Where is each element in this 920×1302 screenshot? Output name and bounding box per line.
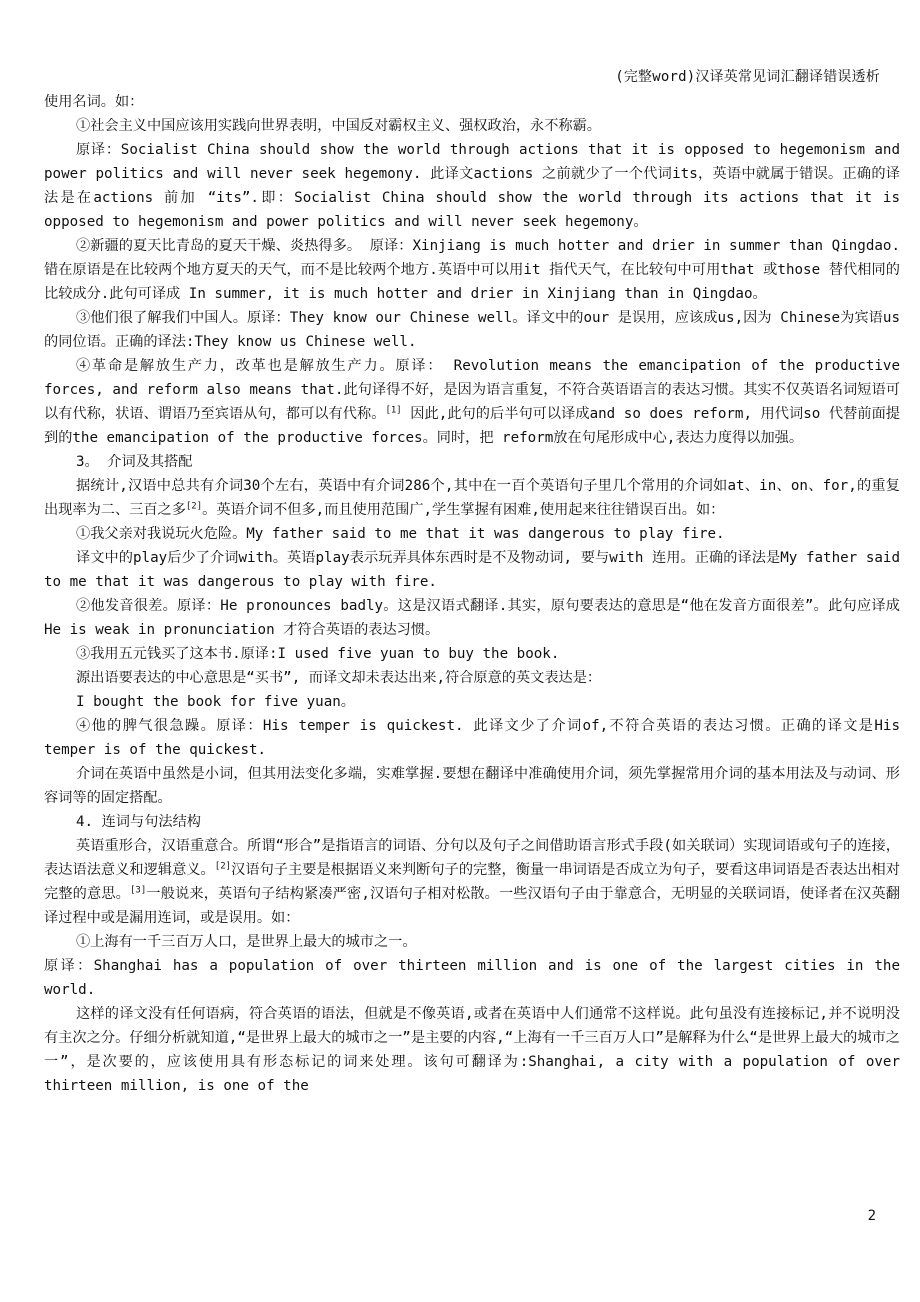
paragraph — [44, 450, 900, 474]
paragraph — [44, 834, 900, 930]
paragraph-text: 因此,此句的后半句可以译成and so does reform, 用代词so 代替前面提到的the emancipation of the productive forces。同时，把 reform放在句尾形成中心,表达力度得以加强。 — [44, 406, 900, 446]
paragraph-text: 。英语介词不但多,而且使用范围广,学生掌握有困难,使用起来往往错误百出。如： — [202, 502, 725, 518]
paragraph — [44, 546, 900, 594]
paragraph-text: ①我父亲对我说玩火危险。My father said to me that it was dangerous to play fire. — [76, 526, 725, 542]
paragraph-text: 原译：Shanghai has a population of over thirteen million and is one of the largest cities in the world. — [44, 958, 900, 998]
paragraph — [44, 354, 900, 450]
paragraph — [44, 522, 900, 546]
paragraph-text: ③他们很了解我们中国人。原译：They know our Chinese well。译文中的our 是误用，应该成us,因为 Chinese为宾语us的同位语。正确的译法:They know us Chinese well. — [44, 310, 900, 350]
paragraph-text: 介词在英语中虽然是小词，但其用法变化多端，实难掌握.要想在翻译中准确使用介词，须先掌握常用介词的基本用法及与动词、形容词等的固定搭配。 — [44, 766, 900, 806]
paragraph — [44, 762, 900, 810]
paragraph-text: 这样的译文没有任何语病，符合英语的语法，但就是不像英语,或者在英语中人们通常不这样说。此句虽没有连接标记,并不说明没有主次之分。仔细分析就知道,“是世界上最大的城市之一”是主要的内容,“上海有一千三百万人口”是解释为什么“是世界上最大的城市之一”，是次要的，应该使用具有形态标记的词来处理。该句可翻译为:Shanghai, a city with a population of over thirteen million, is one of the — [44, 1006, 900, 1094]
paragraph — [44, 90, 900, 114]
paragraph-text: 源出语要表达的中心意思是“买书”, 而译文却未表达出来,符合原意的英文表达是： — [76, 670, 602, 686]
paragraph-text: ③我用五元钱买了这本书.原译:I used five yuan to buy the book. — [76, 646, 560, 662]
paragraph — [44, 810, 900, 834]
paragraph — [44, 954, 900, 1002]
paragraph-text: ①社会主义中国应该用实践向世界表明，中国反对霸权主义、强权政治，永不称霸。 — [76, 118, 601, 134]
paragraph — [44, 114, 900, 138]
paragraph-text: ④革命是解放生产力，改革也是解放生产力。原译： Revolution means the emancipation of the productive forces, and reform also means that.此句译得不好，是因为语言重复，不符合英语语言的表达习惯。其实不仅英语名词短语可以有代称，状语、谓语乃至宾语从句，都可以有代称。 — [44, 358, 900, 422]
paragraph-text: 英语重形合，汉语重意合。所谓“形合”是指语言的词语、分句以及句子之间借助语言形式手段(如关联词）实现词语或句子的连接，表达语法意义和逻辑意义。 — [44, 838, 900, 878]
paragraph-text: 一般说来，英语句子结构紧凑严密,汉语句子相对松散。一些汉语句子由于靠意合，无明显的关联词语，使译者在汉英翻译过程中或是漏用连词，或是误用。如： — [44, 886, 900, 926]
page-number: 2 — [867, 1208, 876, 1224]
paragraph-text: 原译：Socialist China should show the world through actions that it is opposed to hegemonism and power politics and will never seek hegemony. 此译文actions 之前就少了一个代词its，英语中就属于错误。正确的译法是在actions 前加 “its”.即：Socialist China should show the world through its actions that it is opposed to hegemonism and power politics and will never seek hegemony。 — [44, 142, 900, 230]
paragraph-text: ①上海有一千三百万人口，是世界上最大的城市之一。 — [76, 934, 417, 950]
paragraph — [44, 714, 900, 762]
footnote-ref: [3] — [129, 885, 147, 896]
paragraph-text: ④他的脾气很急躁。原译：His temper is quickest. 此译文少了介词of,不符合英语的表达习惯。正确的译文是His temper is of the quickest. — [44, 718, 900, 758]
paragraph-text: 3。 介词及其搭配 — [76, 454, 193, 470]
footnote-ref: [2] — [185, 501, 203, 512]
paragraph-text: 4. 连词与句法结构 — [76, 814, 201, 830]
paragraph-text: 据统计,汉语中总共有介词30个左右，英语中有介词286个,其中在一百个英语句子里几个常用的介词如at、in、on、for,的重复出现率为二、三百之多 — [44, 478, 900, 518]
paragraph-text: 使用名词。如： — [44, 94, 144, 110]
paragraph — [44, 690, 900, 714]
paragraph — [44, 306, 900, 354]
footnote-ref: [2] — [214, 861, 232, 872]
paragraph-text: 译文中的play后少了介词with。英语play表示玩弄具体东西时是不及物动词, 要与with 连用。正确的译法是My father said to me that it was dangerous to play with fire. — [44, 550, 900, 590]
paragraph — [44, 234, 900, 306]
paragraph — [44, 474, 900, 522]
paragraph — [44, 666, 900, 690]
paragraph — [44, 930, 900, 954]
document-body — [44, 90, 900, 1098]
paragraph-text: 汉语句子主要是根据语义来判断句子的完整，衡量一串词语是否成立为句子，要看这串词语是否表达出相对完整的意思。 — [44, 862, 900, 902]
page-header-title: (完整word)汉译英常见词汇翻译错误透析 — [615, 69, 880, 85]
paragraph-text: I bought the book for five yuan。 — [76, 694, 355, 710]
paragraph — [44, 594, 900, 642]
paragraph-text: ②新疆的夏天比青岛的夏天干燥、炎热得多。 原译：Xinjiang is much hotter and drier in summer than Qingdao. 错在原语是在比较两个地方夏天的天气，而不是比较两个地方.英语中可以用it 指代天气，在比较句中可用that 或those 替代相同的比较成分.此句可译成 In summer, it is much hotter and drier in Xinjiang than in Qingdao。 — [44, 238, 900, 302]
paragraph — [44, 642, 900, 666]
paragraph — [44, 1002, 900, 1098]
footnote-ref: [1] — [385, 405, 402, 416]
paragraph — [44, 138, 900, 234]
paragraph-text: ②他发音很差。原译：He pronounces badly。这是汉语式翻译.其实，原句要表达的意思是“他在发音方面很差”。此句应译成He is weak in pronunciation 才符合英语的表达习惯。 — [44, 598, 900, 638]
